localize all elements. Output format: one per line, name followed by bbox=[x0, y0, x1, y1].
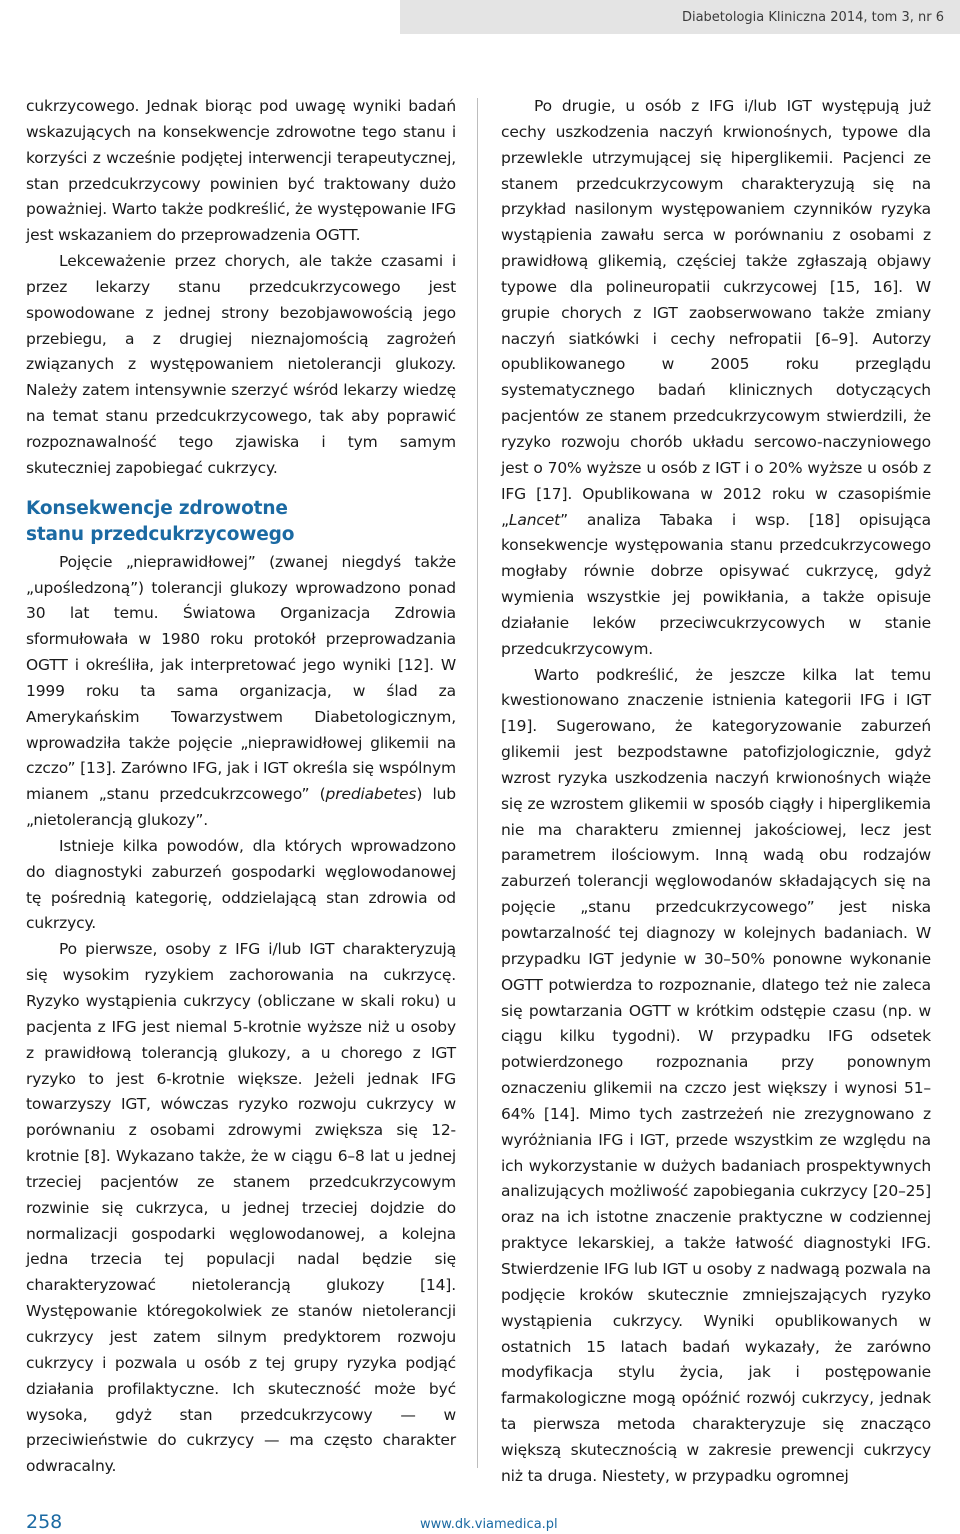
section-heading-line: Konsekwencje zdrowotne bbox=[26, 497, 288, 519]
paragraph: Po pierwsze, osoby z IFG i/lub IGT charakteryzują się wysokim ryzykiem zachorowania na cukrzycę. Ryzyko wystąpienia cukrzycy (obliczane w skali roku) u pacjenta z IFG jest niemal 5-krotnie wyższe niż u osoby z prawidłową tolerancją glukozy, a u chorego z IGT ryzyko to jest 6-krotnie większe. Jeżeli jednak IFG towarzyszy IGT, wówczas ryzyko rozwoju cukrzycy w porównaniu z osobami zdrowymi zwiększa się 12-krotnie [8]. Wykazano także, że w ciągu 6–8 lat u jednej trzeciej pacjentów ze stanem przedcukrzycowym rozwinie się cukrzyca, u jednej trzeciej dojdzie do normalizacji gospodarki węglowodanowej, a kolejna jedna trzecia tej populacji nadal będzie się charakteryzować nietolerancją glukozy [14]. Występowanie któregokolwiek ze stanów nietolerancji cukrzycy jest zatem silnym predyktorem rozwoju cukrzycy i pozwala u osób z tej grupy ryzyka podjąć działania profilaktyczne. Ich skuteczność może być wysoka, gdyż stan przedcukrzycowy — w przeciwieństwie do cukrzycy — ma często charakter odwracalny. bbox=[26, 940, 456, 1476]
left-column bbox=[26, 94, 456, 1480]
text-run: Po drugie, u osób z IFG i/lub IGT występują już cechy uszkodzenia naczyń krwionośnych, typowe dla przewlekle utrzymującej się hiperglikemii. Pacjenci ze stanem przedcukrzycowym charakteryzują się na przykład nasilonym występowaniem czynników ryzyka wystąpienia zawału serca w porównaniu z osobami z prawidłową glikemią, częściej także zgłaszają objawy typowe dla polineuropatii cukrzycowej [15, 16]. W grupie chorych z IGT zaobserwowano także zmiany naczyń siatkówki i cechy nefropatii [6–9]. Autorzy opublikowanego w 2005 roku przeglądu systematycznego badań klinicznych dotyczących pacjentów ze stanem przedcukrzycowym stwierdzili, że ryzyko rozwoju chorób układu sercowo-naczyniowego jest o 70% wyższe u osób z IGT i o 20% wyższe u osób z IFG [17]. Opublikowana w 2012 roku w czasopiśmie „ bbox=[501, 97, 931, 529]
text-run: Pojęcie „nieprawidłowej” (zwanej niegdyś także „upośledzoną”) tolerancji glukozy wprowadzono ponad 30 lat temu. Światowa Organizacja Zdrowia sformułowała w 1980 roku protokół przeprowadzania OGTT i określiła, jak interpretować jego wyniki [12]. W 1999 roku ta sama organizacja, w ślad za Amerykańskim Towarzystwem Diabetologicznym, wprowadziła także pojęcie „nieprawidłowej glikemii na czczo” [13]. Zarówno IFG, jak i IGT określa się wspólnym mianem „stanu przedcukrzcowego” ( bbox=[26, 552, 456, 804]
text-run: ) lub „nietolerancją glukozy”. bbox=[26, 785, 456, 830]
page-number: 258 bbox=[26, 1511, 63, 1533]
italic-term: Lancet bbox=[508, 510, 561, 529]
section-heading-line: stanu przedcukrzycowego bbox=[26, 523, 295, 545]
right-column bbox=[501, 94, 931, 1490]
paragraph: Warto podkreślić, że jeszcze kilka lat temu kwestionowano znaczenie istnienia kategorii IFG i IGT [19]. Sugerowano, że kategoryzowanie zaburzeń glikemii jest bezpodstawne patofizjologicznie, gdyż wzrost ryzyka uszkodzenia naczyń krwionośnych wiąże się ze wzrostem glikemii w sposób ciągły i hiperglikemia nie ma charakteru zmiennej jakościowej, lecz jest parametrem ilościowym. Inną wadą obu rodzajów zaburzeń tolerancji węglowodanów składających się na pojęcie „stanu przedcukrzycowego” jest niska powtarzalność tej diagnozy w kolejnych badaniach. W przypadku IGT jedynie w 30–50% ponowne wykonanie OGTT potwierdza to rozpoznanie, dlatego też nie zaleca się powtarzania OGTT w krótkim odstępie czasu (np. w ciągu kilku tygodni). W przypadku IFG odsetek potwierdzonego rozpoznania przy ponownym oznaczeniu glikemii na czczo jest większy i wynosi 51–64% [14]. Mimo tych zastrzeżeń nie zrezygnowano z wyróżniania IFG i IGT, przede wszystkim ze względu na ich wykorzystanie w dużych badaniach prospektywnych analizujących możliwość zapobiegania cukrzycy [20–25] oraz na ich istotne znaczenie praktyczne w codziennej praktyce lekarskiej, a także łatwość diagnostyki IFG. Stwierdzenie IFG lub IGT u osoby z nadwagą pozwala na podjęcie kroków skutecznie zmniejszających ryzyko wystąpienia cukrzycy. Wyniki opublikowanych w ostatnich 15 latach badań wykazały, że zarówno modyfikacja stylu życia, jak i postępowanie farmakologiczne mogą opóźnić rozwój cukrzycy, jednak ta pierwsza metoda charakteryzuje się znacząco większą skutecznością w zakresie prewencji cukrzycy niż ta druga. Niestety, w przypadku ogromnej bbox=[501, 665, 931, 1485]
paragraph bbox=[501, 94, 931, 663]
paragraph: Lekceważenie przez chorych, ale także czasami i przez lekarzy stanu przedcukrzycowego jest spowodowane z jednej strony bezobjawowością jego przebiegu, a z drugiej nieznajomością zagrożeń związanych z występowaniem nietolerancji glukozy. Należy zatem intensywnie szerzyć wśród lekarzy wiedzę na temat stanu przedcukrzycowego, tak aby poprawić rozpoznawalność tego zjawiska i tym samym skuteczniej zapobiegać cukrzycy. bbox=[26, 252, 456, 477]
column-divider bbox=[477, 98, 478, 1468]
paragraph bbox=[26, 550, 456, 834]
italic-term: prediabetes bbox=[325, 785, 417, 804]
footer-url[interactable]: www.dk.viamedica.pl bbox=[420, 1517, 558, 1532]
paragraph: Istnieje kilka powodów, dla których wprowadzono do diagnostyki zaburzeń gospodarki węglowodanowej tę pośrednią kategorię, oddzielającą stan zdrowia od cukrzycy. bbox=[26, 836, 456, 933]
journal-citation: Diabetologia Kliniczna 2014, tom 3, nr 6 bbox=[681, 9, 944, 25]
paragraph: cukrzycowego. Jednak biorąc pod uwagę wyniki badań wskazujących na konsekwencje zdrowotne tego stanu i korzyści z wcześnie podjętej interwencji terapeutycznej, stan przedcukrzycowy powinien być traktowany dużo poważniej. Warto także podkreślić, że występowanie IFG jest wskazaniem do przeprowadzenia OGTT. bbox=[26, 97, 456, 245]
running-head bbox=[400, 0, 960, 34]
text-run: ” analiza Tabaka i wsp. [18] opisująca konsekwencje występowania stanu przedcukrzycowego mogłaby równie dobrze opisywać cukrzycę, gdyż wymienia wszystkie jej powikłania, a także opisuje działanie leków przeciwcukrzycowych w stanie przedcukrzycowym. bbox=[501, 510, 931, 658]
section-heading bbox=[26, 496, 456, 548]
